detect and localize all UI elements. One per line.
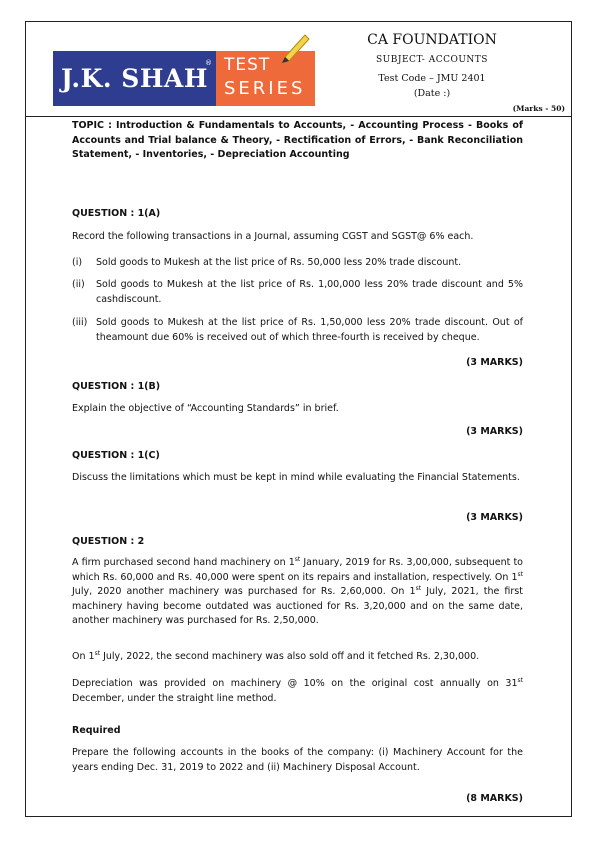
question-2-paragraph-1: A firm purchased second hand machinery on 1st January, 2019 for Rs. 3,00,000, subsequent to which Rs. 60,000 and Rs. 40,000 were spent on its repairs and installation, respectively. On 1st July, 2020 another machinery was purchased for Rs. 2,60,000. On 1st July, 2021, the first machinery having become outdated was auctioned for Rs. 3,20,000 and on the same date, another machinery was purchased for Rs. 2,50,000. — [72, 555, 523, 626]
item-text: Sold goods to Mukesh at the list price of Rs. 50,000 less 20% trade discount. — [96, 257, 462, 268]
item-number: (ii) — [72, 279, 85, 290]
question-2-marks: (8 MARKS) — [466, 793, 523, 804]
item-text: Sold goods to Mukesh at the list price of Rs. 1,00,000 less 20% trade discount and 5% cashdiscount. — [96, 279, 523, 305]
logo-test-text: TEST — [224, 55, 271, 75]
item-number: (iii) — [72, 317, 88, 328]
question-1a-item — [72, 256, 523, 271]
question-1b-marks: (3 MARKS) — [466, 426, 523, 437]
logo-series-text: SERIES — [224, 78, 306, 99]
question-1a-heading: QUESTION : 1(A) — [72, 208, 161, 219]
question-1c-text: Discuss the limitations which must be kept in mind while evaluating the Financial Statements. — [72, 472, 520, 483]
total-marks: (Marks - 50) — [512, 104, 565, 113]
question-1c-heading: QUESTION : 1(C) — [72, 450, 160, 461]
exam-title: CA FOUNDATION — [367, 32, 497, 48]
question-2-paragraph-2: On 1st July, 2022, the second machinery was also sold off and it fetched Rs. 2,30,000. — [72, 649, 480, 662]
question-1c-marks: (3 MARKS) — [466, 512, 523, 523]
question-2-paragraph-3: Depreciation was provided on machinery @ 10% on the original cost annually on 31st December, under the straight line method. — [72, 676, 523, 704]
header-divider — [25, 116, 572, 117]
question-1a-intro: Record the following transactions in a Journal, assuming CGST and SGST@ 6% each. — [72, 231, 474, 242]
topic-text: TOPIC : Introduction & Fundamentals to Accounts, - Accounting Process - Books of Accounts and Trial balance & Theory, - Rectification of Errors, - Bank Reconciliation Statement, - Inventories, - Depreciation Accounting — [72, 120, 523, 160]
pen-icon — [279, 31, 313, 65]
logo-brand-text: J.K. SHAH — [53, 51, 216, 106]
question-1b-heading: QUESTION : 1(B) — [72, 381, 161, 392]
question-1a-marks: (3 MARKS) — [466, 357, 523, 368]
logo-registered-mark: ® — [205, 59, 212, 67]
question-1b-text: Explain the objective of “Accounting Standards” in brief. — [72, 403, 339, 414]
question-2-paragraph-4: Prepare the following accounts in the books of the company: (i) Machinery Account for the years ending Dec. 31, 2019 to 2022 and (ii) Machinery Disposal Account. — [72, 747, 523, 773]
jk-shah-logo — [53, 51, 315, 106]
required-heading: Required — [72, 725, 121, 736]
item-number: (i) — [72, 257, 83, 268]
exam-subject: SUBJECT- ACCOUNTS — [376, 55, 488, 65]
test-code: Test Code – JMU 2401 — [378, 73, 486, 84]
question-1a-item — [72, 278, 523, 307]
item-text: Sold goods to Mukesh at the list price of Rs. 1,50,000 less 20% trade discount. Out of theamount due 60% is received out of which three-fourth is received by cheque. — [96, 317, 523, 343]
question-1a-item — [72, 316, 523, 345]
exam-date: (Date :) — [413, 88, 451, 99]
question-2-heading: QUESTION : 2 — [72, 536, 145, 547]
